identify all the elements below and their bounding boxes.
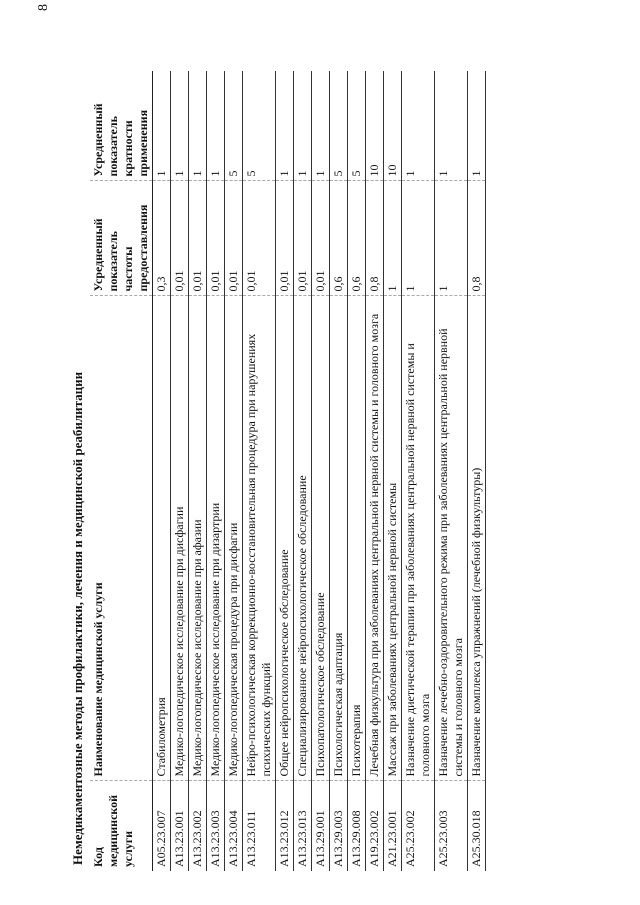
- cell-code: A25.23.003: [435, 781, 468, 871]
- cell-multiplicity: 1: [207, 71, 225, 181]
- cell-frequency: 0,01: [189, 181, 207, 296]
- table-row: [207, 71, 225, 871]
- cell-frequency: 0,01: [243, 181, 276, 296]
- cell-multiplicity: 10: [384, 71, 402, 181]
- cell-code: A13.23.001: [171, 781, 189, 871]
- cell-name: Психопатологическое обследование: [312, 296, 330, 781]
- cell-frequency: 0,8: [366, 181, 384, 296]
- cell-name: Медико-логопедическая процедура при дисфагии: [225, 296, 243, 781]
- header-code: Код медицинской услуги: [90, 781, 153, 871]
- cell-multiplicity: 5: [348, 71, 366, 181]
- cell-code: A25.30.018: [468, 781, 486, 871]
- cell-name: Стабилометрия: [153, 296, 171, 781]
- cell-name: Психологическая адаптация: [330, 296, 348, 781]
- cell-name: Медико-логопедическое исследование при афазии: [189, 296, 207, 781]
- table-row: [243, 71, 276, 871]
- cell-multiplicity: 1: [189, 71, 207, 181]
- cell-multiplicity: 1: [171, 71, 189, 181]
- cell-frequency: 0,01: [276, 181, 294, 296]
- table-row: [153, 71, 171, 871]
- cell-code: A05.23.007: [153, 781, 171, 871]
- cell-code: A13.23.002: [189, 781, 207, 871]
- cell-code: A25.23.002: [402, 781, 435, 871]
- section-title: Немедикаментозные методы профилактики, лечения и медицинской реабилитации: [70, 371, 85, 865]
- table-row: [225, 71, 243, 871]
- cell-multiplicity: 5: [225, 71, 243, 181]
- cell-name: Психотерапия: [348, 296, 366, 781]
- cell-multiplicity: 1: [276, 71, 294, 181]
- cell-name: Назначение диетической терапии при заболеваниях центральной нервной системы и головного мозга: [402, 296, 435, 781]
- cell-code: A19.23.002: [366, 781, 384, 871]
- cell-code: A13.23.012: [276, 781, 294, 871]
- table-row: [330, 71, 348, 871]
- table-body: [153, 71, 486, 871]
- header-row: [90, 71, 153, 871]
- table-row: [435, 71, 468, 871]
- cell-name: Назначение комплекса упражнений (лечебной физкультуры): [468, 296, 486, 781]
- table-row: [384, 71, 402, 871]
- table-row: [189, 71, 207, 871]
- cell-name: Нейро-психологическая коррекционно-восстановительная процедура при нарушениях психических функций: [243, 296, 276, 781]
- cell-frequency: 1: [435, 181, 468, 296]
- cell-code: A13.29.008: [348, 781, 366, 871]
- cell-multiplicity: 5: [330, 71, 348, 181]
- cell-frequency: 0,01: [171, 181, 189, 296]
- table-row: [348, 71, 366, 871]
- cell-code: A13.23.003: [207, 781, 225, 871]
- cell-multiplicity: 1: [153, 71, 171, 181]
- cell-multiplicity: 10: [366, 71, 384, 181]
- cell-frequency: 0,6: [348, 181, 366, 296]
- table-row: [312, 71, 330, 871]
- cell-frequency: 0,01: [294, 181, 312, 296]
- cell-multiplicity: 1: [435, 71, 468, 181]
- header-name: Наименование медицинской услуги: [90, 296, 153, 781]
- table-row: [402, 71, 435, 871]
- cell-name: Назначение лечебно-оздоровительного режима при заболеваниях центральной нервной системы и головного мозга: [435, 296, 468, 781]
- cell-code: A13.23.013: [294, 781, 312, 871]
- cell-code: A13.23.004: [225, 781, 243, 871]
- cell-code: A13.23.011: [243, 781, 276, 871]
- services-table: [90, 71, 486, 871]
- cell-name: Медико-логопедическое исследование при дисфагии: [171, 296, 189, 781]
- cell-multiplicity: 5: [243, 71, 276, 181]
- cell-multiplicity: 1: [468, 71, 486, 181]
- cell-code: A21.23.001: [384, 781, 402, 871]
- cell-multiplicity: 1: [402, 71, 435, 181]
- cell-multiplicity: 1: [294, 71, 312, 181]
- table-row: [294, 71, 312, 871]
- cell-name: Медико-логопедическое исследование при дизартрии: [207, 296, 225, 781]
- cell-name: Массаж при заболеваниях центральной нервной системы: [384, 296, 402, 781]
- table-row: [366, 71, 384, 871]
- cell-frequency: 0,01: [207, 181, 225, 296]
- table-row: [276, 71, 294, 871]
- table-row: [171, 71, 189, 871]
- cell-name: Лечебная физкультура при заболеваниях центральной нервной системы и головного мозга: [366, 296, 384, 781]
- rotated-sheet: [60, 40, 620, 885]
- cell-frequency: 0,01: [312, 181, 330, 296]
- page-number: 8: [36, 4, 51, 11]
- cell-frequency: 1: [384, 181, 402, 296]
- cell-frequency: 0,3: [153, 181, 171, 296]
- table-row: [468, 71, 486, 871]
- cell-frequency: 0,8: [468, 181, 486, 296]
- header-multiplicity: Усредненный показатель кратности применения: [90, 71, 153, 181]
- cell-code: A13.29.001: [312, 781, 330, 871]
- cell-frequency: 0,6: [330, 181, 348, 296]
- cell-multiplicity: 1: [312, 71, 330, 181]
- cell-name: Специализированное нейропсихологическое обследование: [294, 296, 312, 781]
- header-frequency: Усредненный показатель частоты предоставления: [90, 181, 153, 296]
- cell-code: A13.29.003: [330, 781, 348, 871]
- cell-name: Общее нейропсихологическое обследование: [276, 296, 294, 781]
- cell-frequency: 0,01: [225, 181, 243, 296]
- cell-frequency: 1: [402, 181, 435, 296]
